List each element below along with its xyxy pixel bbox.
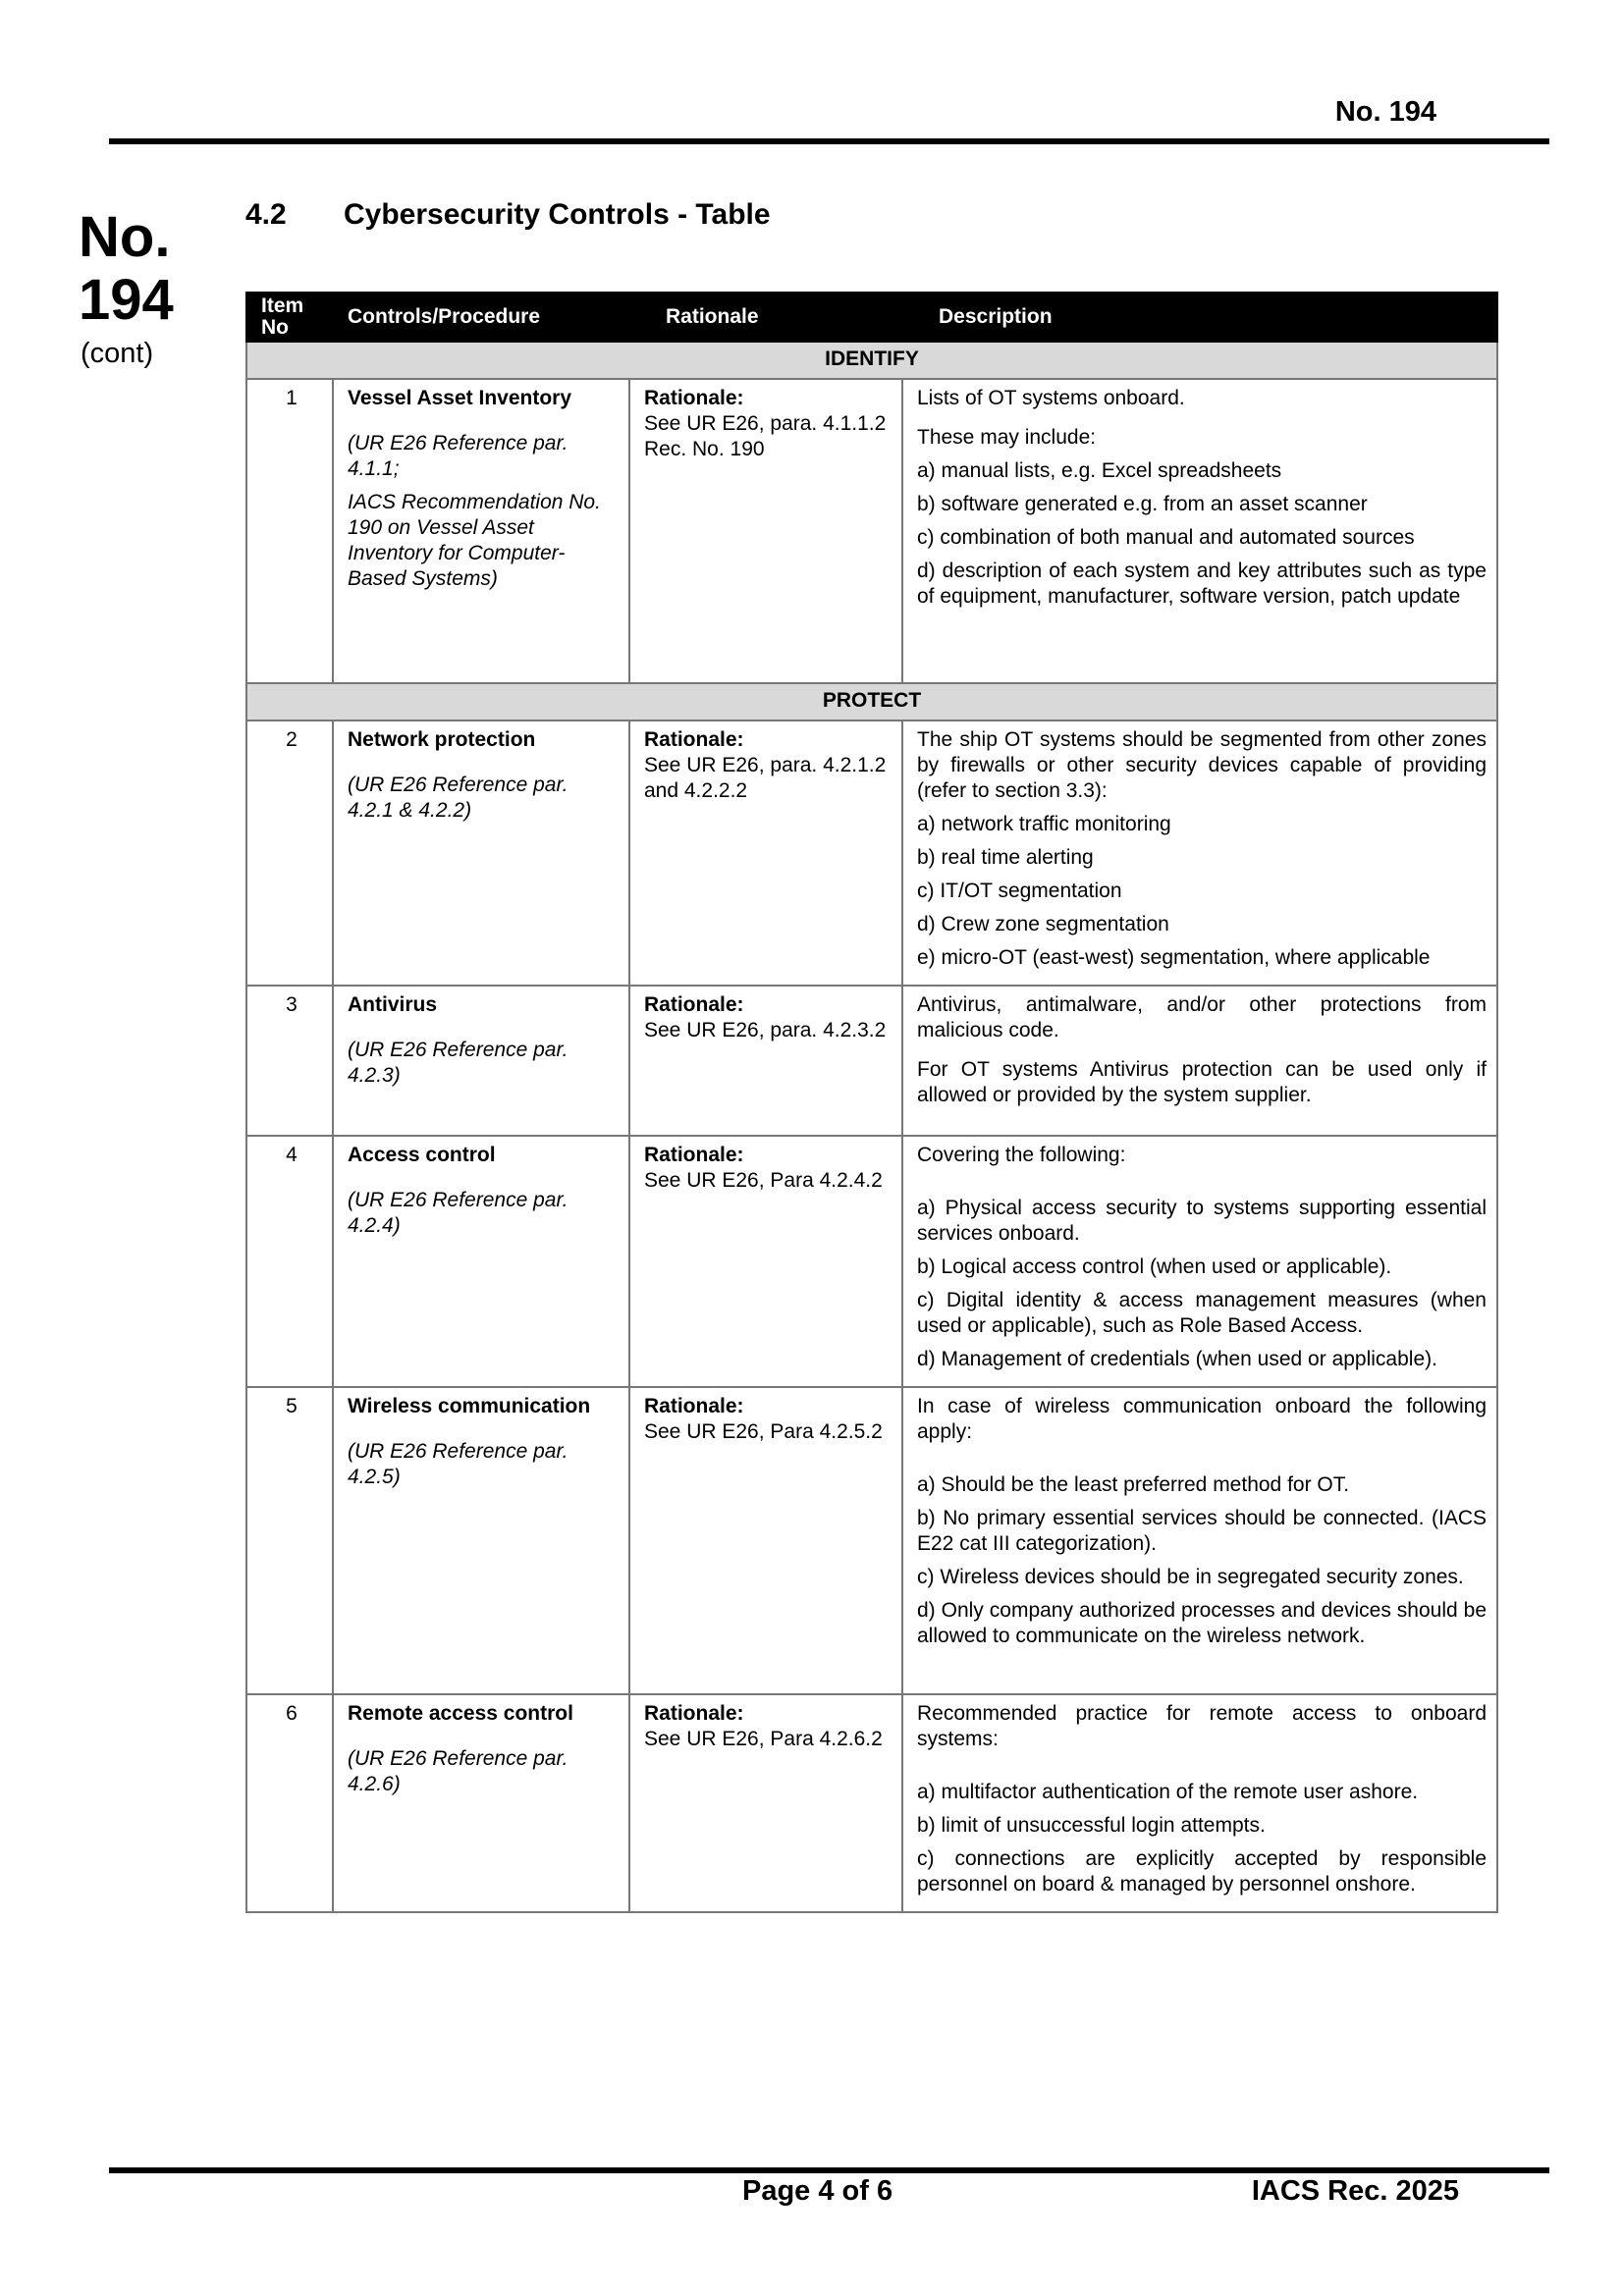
header-rationale: Rationale [629, 293, 902, 342]
header-item-no-line2: No [261, 316, 289, 339]
table-header-row [246, 293, 1497, 342]
description-intro: Covering the following: [917, 1144, 1126, 1166]
control-title: Antivirus [348, 993, 438, 1016]
section-heading [245, 198, 771, 232]
rationale-cell [629, 1387, 902, 1694]
description-cell [902, 1387, 1497, 1694]
description-intro: Antivirus, antimalware, and/or other protections from malicious code. [917, 993, 1487, 1041]
header-item-no [246, 293, 333, 342]
footer-org: IACS Rec. 2025 [1251, 2175, 1459, 2207]
rationale-text: See UR E26, para. 4.2.3.2 [644, 1019, 887, 1041]
control-reference: (UR E26 Reference par. 4.2.1 & 4.2.2) [348, 774, 568, 822]
table-row [246, 379, 1497, 683]
description-item: c) connections are explicitly accepted by responsible personnel on board & managed by personnel onshore. [917, 1847, 1487, 1896]
control-reference: (UR E26 Reference par. 4.2.4) [348, 1189, 568, 1237]
item-number-cell: 3 [246, 986, 333, 1136]
description-item: c) Digital identity & access management measures (when used or applicable), such as Role Based Access. [917, 1289, 1487, 1337]
control-title: Vessel Asset Inventory [348, 387, 572, 409]
section-number: 4.2 [245, 198, 287, 231]
rationale-title: Rationale: [644, 993, 744, 1016]
control-title: Network protection [348, 728, 536, 751]
description-item: a) network traffic monitoring [917, 813, 1171, 835]
item-number-cell: 1 [246, 379, 333, 683]
description-intro: These may include: [917, 426, 1097, 449]
description-item: a) Should be the least preferred method for OT. [917, 1473, 1350, 1496]
rationale-text: See UR E26, Para 4.2.6.2 [644, 1728, 883, 1750]
description-intro: In case of wireless communication onboard the following apply: [917, 1395, 1487, 1443]
rationale-text: Rec. No. 190 [644, 438, 765, 460]
table-row [246, 721, 1497, 986]
rationale-cell [629, 1694, 902, 1912]
header-description: Description [902, 293, 1497, 342]
description-item: c) IT/OT segmentation [917, 880, 1122, 902]
controls-table [245, 292, 1498, 1913]
description-intro: For OT systems Antivirus protection can be used only if allowed or provided by the system supplier. [917, 1058, 1487, 1106]
rationale-text: See UR E26, Para 4.2.4.2 [644, 1169, 883, 1192]
footer-rule [109, 2167, 1549, 2173]
control-reference: (UR E26 Reference par. 4.1.1; [348, 432, 568, 480]
description-item: a) multifactor authentication of the remote user ashore. [917, 1781, 1419, 1803]
item-number-cell: 6 [246, 1694, 333, 1912]
rationale-cell [629, 721, 902, 986]
header-item-no-line1: Item [261, 294, 304, 317]
control-cell [333, 1387, 629, 1694]
table-row [246, 1694, 1497, 1912]
rationale-title: Rationale: [644, 1144, 744, 1166]
description-item: d) Crew zone segmentation [917, 913, 1169, 935]
control-cell [333, 1136, 629, 1387]
rationale-title: Rationale: [644, 728, 744, 751]
description-item: b) limit of unsuccessful login attempts. [917, 1814, 1266, 1837]
rationale-text: See UR E26, para. 4.1.1.2 [644, 412, 887, 435]
control-cell [333, 721, 629, 986]
control-reference: (UR E26 Reference par. 4.2.5) [348, 1440, 568, 1488]
description-intro: Recommended practice for remote access to onboard systems: [917, 1702, 1487, 1750]
section-title: Cybersecurity Controls - Table [344, 198, 771, 231]
sidebar-no-value: 194 [79, 268, 174, 332]
description-item: a) manual lists, e.g. Excel spreadsheets [917, 459, 1282, 482]
sidebar-no-label: No. [79, 205, 171, 269]
item-number-cell: 2 [246, 721, 333, 986]
description-item: b) real time alerting [917, 846, 1094, 869]
item-number-cell: 4 [246, 1136, 333, 1387]
description-item: d) description of each system and key attributes such as type of equipment, manufacturer, software version, patch update [917, 560, 1487, 608]
group-row-identify [246, 342, 1497, 379]
table-row [246, 1136, 1497, 1387]
sidebar-cont: (cont) [81, 338, 154, 369]
table-row [246, 1387, 1497, 1694]
table-row [246, 986, 1497, 1136]
description-cell [902, 1694, 1497, 1912]
description-spacer [917, 1453, 1487, 1472]
sidebar-doc-number [79, 206, 174, 332]
header-controls: Controls/Procedure [333, 293, 629, 342]
description-item: c) Wireless devices should be in segregated security zones. [917, 1566, 1464, 1588]
footer-page-number: Page 4 of 6 [742, 2175, 893, 2207]
description-intro: The ship OT systems should be segmented from other zones by firewalls or other security devices capable of providing (refer to section 3.3): [917, 728, 1487, 802]
description-item: b) Logical access control (when used or applicable). [917, 1255, 1392, 1278]
rationale-text: See UR E26, Para 4.2.5.2 [644, 1420, 883, 1443]
description-item: e) micro-OT (east-west) segmentation, where applicable [917, 946, 1431, 969]
control-title: Access control [348, 1144, 496, 1166]
group-row-protect [246, 683, 1497, 721]
control-title: Remote access control [348, 1702, 573, 1725]
control-cell [333, 986, 629, 1136]
group-label-protect: PROTECT [246, 683, 1497, 721]
control-reference: (UR E26 Reference par. 4.2.3) [348, 1039, 568, 1087]
description-spacer [917, 1760, 1487, 1780]
rationale-title: Rationale: [644, 387, 744, 409]
control-title: Wireless communication [348, 1395, 591, 1417]
rationale-title: Rationale: [644, 1395, 744, 1417]
description-item: d) Management of credentials (when used or applicable). [917, 1348, 1437, 1370]
description-intro: Lists of OT systems onboard. [917, 387, 1185, 409]
group-label-identify: IDENTIFY [246, 342, 1497, 379]
control-cell [333, 1694, 629, 1912]
description-spacer [917, 1176, 1487, 1196]
rationale-cell [629, 379, 902, 683]
rationale-title: Rationale: [644, 1702, 744, 1725]
description-item: b) software generated e.g. from an asset scanner [917, 493, 1368, 515]
description-cell [902, 379, 1497, 683]
control-reference: (UR E26 Reference par. 4.2.6) [348, 1747, 568, 1795]
header-rule [109, 138, 1549, 144]
control-cell [333, 379, 629, 683]
item-number-cell: 5 [246, 1387, 333, 1694]
description-cell [902, 986, 1497, 1136]
description-cell [902, 721, 1497, 986]
description-item: c) combination of both manual and automated sources [917, 526, 1415, 549]
rationale-cell [629, 1136, 902, 1387]
header-doc-number: No. 194 [1334, 96, 1436, 128]
description-item: b) No primary essential services should be connected. (IACS E22 cat III categorization). [917, 1507, 1487, 1555]
control-reference: IACS Recommendation No. 190 on Vessel Asset Inventory for Computer-Based Systems) [348, 491, 601, 590]
rationale-text: See UR E26, para. 4.2.1.2 and 4.2.2.2 [644, 754, 887, 802]
description-item: a) Physical access security to systems supporting essential services onboard. [917, 1197, 1487, 1245]
description-item: d) Only company authorized processes and devices should be allowed to communicate on the wireless network. [917, 1599, 1487, 1647]
description-cell [902, 1136, 1497, 1387]
rationale-cell [629, 986, 902, 1136]
